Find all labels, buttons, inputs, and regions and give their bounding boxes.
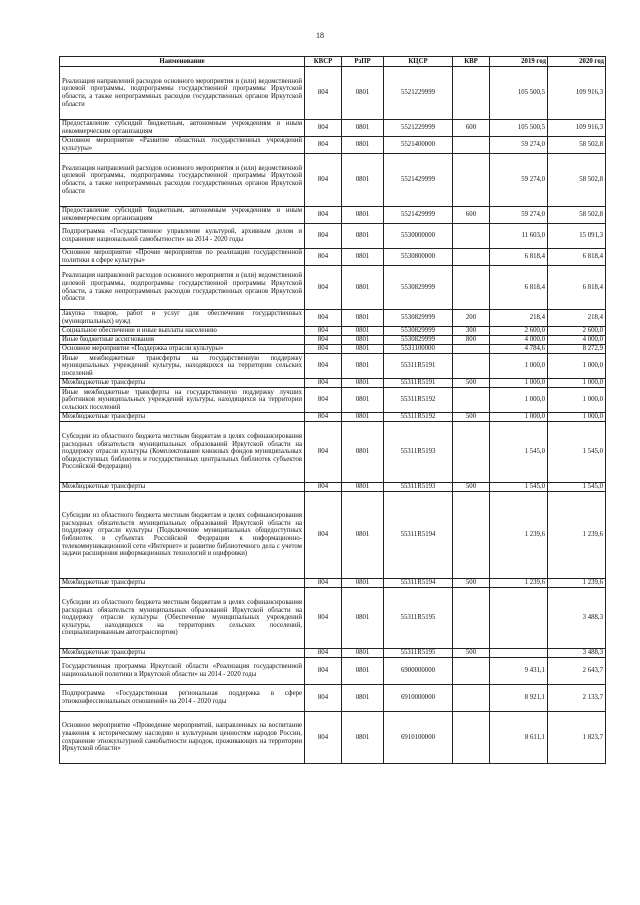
row-kvr-cell xyxy=(453,422,490,483)
row-2020-cell: 15 091,3 xyxy=(548,224,606,249)
table-row xyxy=(60,345,606,354)
row-name-cell: Межбюджетные трансферты xyxy=(60,483,305,492)
row-kcsr-cell: 5521400000 xyxy=(384,137,453,154)
row-name-cell: Межбюджетные трансферты xyxy=(60,579,305,588)
row-kvr-cell xyxy=(453,388,490,413)
row-kcsr-cell: 5530000000 xyxy=(384,224,453,249)
row-kvsr-cell: 804 xyxy=(305,137,342,154)
row-2019-cell: 6 818,4 xyxy=(490,249,548,266)
table-row xyxy=(60,649,606,658)
row-kcsr-cell: 55311R5194 xyxy=(384,579,453,588)
row-kvr-cell xyxy=(453,137,490,154)
row-2020-cell: 3 488,3 xyxy=(548,588,606,649)
row-kvr-cell: 500 xyxy=(453,579,490,588)
page-number: 18 xyxy=(316,31,324,40)
row-kvsr-cell: 804 xyxy=(305,422,342,483)
row-name-cell: Иные бюджетные ассигнования xyxy=(60,336,305,345)
table-row xyxy=(60,207,606,224)
row-kvsr-cell: 804 xyxy=(305,249,342,266)
row-kvr-cell: 200 xyxy=(453,310,490,327)
row-2020-cell: 1 239,6 xyxy=(548,492,606,579)
row-kvsr-cell: 804 xyxy=(305,336,342,345)
row-2020-cell: 8 272,9 xyxy=(548,345,606,354)
row-2020-cell: 218,4 xyxy=(548,310,606,327)
row-2019-cell: 8 611,1 xyxy=(490,712,548,764)
row-rzpr-cell: 0801 xyxy=(342,685,384,712)
row-rzpr-cell: 0801 xyxy=(342,588,384,649)
row-rzpr-cell: 0801 xyxy=(342,712,384,764)
row-kcsr-cell: 5521429999 xyxy=(384,154,453,207)
row-2019-cell: 59 274,0 xyxy=(490,207,548,224)
row-kcsr-cell: 55311R5194 xyxy=(384,492,453,579)
row-2019-cell: 6 818,4 xyxy=(490,266,548,310)
row-2019-cell: 1 000,0 xyxy=(490,413,548,422)
table-row xyxy=(60,354,606,379)
header-rzpr: РзПР xyxy=(342,57,384,67)
table-row xyxy=(60,588,606,649)
row-name-cell: Основное мероприятие «Развитие областных государственных учреждений культуры» xyxy=(60,137,305,154)
row-kcsr-cell: 55311R5191 xyxy=(384,379,453,388)
row-rzpr-cell: 0801 xyxy=(342,207,384,224)
row-kvr-cell xyxy=(453,658,490,685)
table-row xyxy=(60,120,606,137)
table-row xyxy=(60,422,606,483)
row-kvr-cell xyxy=(453,154,490,207)
row-kvsr-cell: 804 xyxy=(305,354,342,379)
row-kvsr-cell: 804 xyxy=(305,310,342,327)
row-2019-cell xyxy=(490,649,548,658)
row-2020-cell: 4 000,0 xyxy=(548,336,606,345)
row-rzpr-cell: 0801 xyxy=(342,327,384,336)
table-row xyxy=(60,685,606,712)
row-kcsr-cell: 6900000000 xyxy=(384,658,453,685)
row-name-cell: Субсидии из областного бюджета местным бюджетам в целях софинансирования расходных обязательств муниципальных образований Иркутской области на поддержку отрасли культуры (Комплектование книжных фондов муниципальных общедоступных библиотек и государственных центральных библиотек субъектов Российской Федерации) xyxy=(60,422,305,483)
row-2019-cell: 105 500,5 xyxy=(490,120,548,137)
table-row xyxy=(60,327,606,336)
row-2020-cell: 58 502,8 xyxy=(548,137,606,154)
row-2019-cell: 1 000,0 xyxy=(490,354,548,379)
row-2019-cell: 1 239,6 xyxy=(490,579,548,588)
row-kcsr-cell: 55311R5192 xyxy=(384,413,453,422)
header-2019: 2019 год xyxy=(490,57,548,67)
row-2019-cell: 59 274,0 xyxy=(490,137,548,154)
row-kvsr-cell: 804 xyxy=(305,685,342,712)
row-2020-cell: 6 818,4 xyxy=(548,266,606,310)
row-kvsr-cell: 804 xyxy=(305,413,342,422)
row-2019-cell: 1 545,0 xyxy=(490,483,548,492)
row-2019-cell: 4 784,6 xyxy=(490,345,548,354)
row-name-cell: Основное мероприятие «Проведение мероприятий, направленных на воспитание уважения к историческому наследию и культурным ценностям народов России, сохранение этнокультурной самобытности народов, проживающих на территории Иркутской области» xyxy=(60,712,305,764)
row-kvsr-cell: 804 xyxy=(305,579,342,588)
row-kcsr-cell: 5531100000 xyxy=(384,345,453,354)
row-2020-cell: 1 823,7 xyxy=(548,712,606,764)
row-2019-cell: 218,4 xyxy=(490,310,548,327)
row-2019-cell xyxy=(490,588,548,649)
row-2020-cell: 109 916,3 xyxy=(548,120,606,137)
row-kvr-cell xyxy=(453,354,490,379)
row-name-cell: Межбюджетные трансферты xyxy=(60,379,305,388)
row-kvsr-cell: 804 xyxy=(305,658,342,685)
row-kcsr-cell: 5530829999 xyxy=(384,310,453,327)
row-2020-cell: 1 000,0 xyxy=(548,354,606,379)
row-name-cell: Социальное обеспечение и иные выплаты населению xyxy=(60,327,305,336)
row-kcsr-cell: 55311R5191 xyxy=(384,354,453,379)
row-name-cell: Субсидии из областного бюджета местным бюджетам в целях софинансирования расходных обязательств муниципальных образований Иркутской области на поддержку отрасли культуры (Обеспечение муниципальных учреждений культуры, находящихся на территориях сельских поселений, специализированным автотранспортом) xyxy=(60,588,305,649)
row-name-cell: Реализация направлений расходов основного мероприятия и (или) ведомственной целевой программы, подпрограммы государственной программы Иркутской области, а также непрограммных расходов государственных органов Иркутской области xyxy=(60,154,305,207)
row-kvsr-cell: 804 xyxy=(305,492,342,579)
row-kcsr-cell: 5530829999 xyxy=(384,266,453,310)
row-name-cell: Реализация направлений расходов основного мероприятия и (или) ведомственной целевой программы, подпрограммы государственной программы Иркутской области, а также непрограммных расходов государственных органов Иркутской области xyxy=(60,67,305,120)
row-name-cell: Закупка товаров, работ и услуг для обеспечения государственных (муниципальных) нужд xyxy=(60,310,305,327)
row-name-cell: Иные межбюджетные трансферты на государственную поддержку муниципальных учреждений культуры, находящихся на территории сельских поселений xyxy=(60,354,305,379)
row-2020-cell: 1 000,0 xyxy=(548,379,606,388)
row-kvsr-cell: 804 xyxy=(305,120,342,137)
row-2020-cell: 1 000,0 xyxy=(548,413,606,422)
row-name-cell: Основное мероприятие «Прочие мероприятия по реализации государственной политики в сфере культуры» xyxy=(60,249,305,266)
row-2020-cell: 3 488,3 xyxy=(548,649,606,658)
table-row xyxy=(60,67,606,120)
row-name-cell: Подпрограмма «Государственное управление культурой, архивным делом и сохранение национальной самобытности» на 2014 - 2020 годы xyxy=(60,224,305,249)
row-rzpr-cell: 0801 xyxy=(342,310,384,327)
row-kvsr-cell: 804 xyxy=(305,154,342,207)
row-rzpr-cell: 0801 xyxy=(342,658,384,685)
row-rzpr-cell: 0801 xyxy=(342,137,384,154)
row-kvsr-cell: 804 xyxy=(305,207,342,224)
row-name-cell: Реализация направлений расходов основного мероприятия и (или) ведомственной целевой программы, подпрограммы государственной программы Иркутской области, а также непрограммных расходов государственных органов Иркутской области xyxy=(60,266,305,310)
row-kcsr-cell: 6910100000 xyxy=(384,712,453,764)
row-kvr-cell xyxy=(453,685,490,712)
row-kvsr-cell: 804 xyxy=(305,327,342,336)
row-kvr-cell xyxy=(453,492,490,579)
table-row xyxy=(60,413,606,422)
row-kvr-cell xyxy=(453,224,490,249)
row-kvr-cell xyxy=(453,249,490,266)
row-2019-cell: 59 274,0 xyxy=(490,154,548,207)
row-2019-cell: 105 500,5 xyxy=(490,67,548,120)
row-kcsr-cell: 5521429999 xyxy=(384,207,453,224)
row-2019-cell: 11 603,0 xyxy=(490,224,548,249)
row-kvsr-cell: 804 xyxy=(305,379,342,388)
row-2019-cell: 1 239,6 xyxy=(490,492,548,579)
table-row xyxy=(60,137,606,154)
row-kvsr-cell: 804 xyxy=(305,483,342,492)
row-rzpr-cell: 0801 xyxy=(342,379,384,388)
row-kcsr-cell: 5530800000 xyxy=(384,249,453,266)
table-row xyxy=(60,310,606,327)
row-name-cell: Предоставление субсидий бюджетным, автономным учреждениям и иным некоммерческим организациям xyxy=(60,120,305,137)
row-2020-cell: 58 502,8 xyxy=(548,154,606,207)
row-rzpr-cell: 0801 xyxy=(342,579,384,588)
row-rzpr-cell: 0801 xyxy=(342,336,384,345)
row-2019-cell: 8 921,1 xyxy=(490,685,548,712)
row-2019-cell: 1 000,0 xyxy=(490,388,548,413)
row-kvsr-cell: 804 xyxy=(305,388,342,413)
header-name: Наименование xyxy=(60,57,305,67)
row-2020-cell: 2 133,7 xyxy=(548,685,606,712)
row-kcsr-cell: 55311R5193 xyxy=(384,483,453,492)
row-kcsr-cell: 55311R5192 xyxy=(384,388,453,413)
row-kvr-cell xyxy=(453,266,490,310)
row-kvr-cell xyxy=(453,588,490,649)
row-2020-cell: 1 000,0 xyxy=(548,388,606,413)
row-kvr-cell: 500 xyxy=(453,483,490,492)
row-kvsr-cell: 804 xyxy=(305,224,342,249)
row-rzpr-cell: 0801 xyxy=(342,120,384,137)
row-kcsr-cell: 5521229999 xyxy=(384,67,453,120)
row-kvsr-cell: 804 xyxy=(305,266,342,310)
row-rzpr-cell: 0801 xyxy=(342,649,384,658)
row-rzpr-cell: 0801 xyxy=(342,249,384,266)
row-2020-cell: 109 916,3 xyxy=(548,67,606,120)
row-2019-cell: 2 600,0 xyxy=(490,327,548,336)
table-row xyxy=(60,483,606,492)
row-name-cell: Межбюджетные трансферты xyxy=(60,649,305,658)
table-row xyxy=(60,266,606,310)
header-kvr: КВР xyxy=(453,57,490,67)
row-name-cell: Межбюджетные трансферты xyxy=(60,413,305,422)
table-row xyxy=(60,154,606,207)
header-kcsr: КЦСР xyxy=(384,57,453,67)
row-kvr-cell: 600 xyxy=(453,207,490,224)
row-kcsr-cell: 6910000000 xyxy=(384,685,453,712)
row-kvr-cell xyxy=(453,67,490,120)
row-kvr-cell: 600 xyxy=(453,120,490,137)
row-2020-cell: 6 818,4 xyxy=(548,249,606,266)
row-kvsr-cell: 804 xyxy=(305,345,342,354)
row-kvr-cell xyxy=(453,345,490,354)
table-row xyxy=(60,249,606,266)
row-2020-cell: 58 502,8 xyxy=(548,207,606,224)
row-kvsr-cell: 804 xyxy=(305,588,342,649)
row-2020-cell: 1 545,0 xyxy=(548,422,606,483)
row-2020-cell: 1 545,0 xyxy=(548,483,606,492)
row-rzpr-cell: 0801 xyxy=(342,67,384,120)
table-row xyxy=(60,224,606,249)
row-rzpr-cell: 0801 xyxy=(342,388,384,413)
row-kcsr-cell: 55311R5195 xyxy=(384,588,453,649)
row-rzpr-cell: 0801 xyxy=(342,345,384,354)
table-row xyxy=(60,379,606,388)
row-kcsr-cell: 5521229999 xyxy=(384,120,453,137)
row-kcsr-cell: 55311R5193 xyxy=(384,422,453,483)
row-name-cell: Государственная программа Иркутской области «Реализация государственной национальной политики в Иркутской области» на 2014 - 2020 годы xyxy=(60,658,305,685)
table-row xyxy=(60,492,606,579)
row-rzpr-cell: 0801 xyxy=(342,154,384,207)
row-rzpr-cell: 0801 xyxy=(342,422,384,483)
row-kvsr-cell: 804 xyxy=(305,649,342,658)
row-name-cell: Основное мероприятие «Поддержка отрасли культуры» xyxy=(60,345,305,354)
table-row xyxy=(60,579,606,588)
row-kvr-cell: 800 xyxy=(453,336,490,345)
row-2019-cell: 1 000,0 xyxy=(490,379,548,388)
header-kvsr: КВСР xyxy=(305,57,342,67)
row-rzpr-cell: 0801 xyxy=(342,266,384,310)
row-name-cell: Предоставление субсидий бюджетным, автономным учреждениям и иным некоммерческим организациям xyxy=(60,207,305,224)
table-row xyxy=(60,712,606,764)
row-2019-cell: 9 431,1 xyxy=(490,658,548,685)
row-kvsr-cell: 804 xyxy=(305,712,342,764)
table-body xyxy=(60,67,606,764)
row-2020-cell: 2 600,0 xyxy=(548,327,606,336)
row-name-cell: Иные межбюджетные трансферты на государственную поддержку лучших работников муниципальных учреждений культуры, находящихся на территории сельских поселений xyxy=(60,388,305,413)
row-rzpr-cell: 0801 xyxy=(342,354,384,379)
row-2020-cell: 1 239,6 xyxy=(548,579,606,588)
row-2019-cell: 1 545,0 xyxy=(490,422,548,483)
row-name-cell: Подпрограмма «Государственная региональная поддержка в сфере этноконфессиональных отношений» на 2014 - 2020 годы xyxy=(60,685,305,712)
row-rzpr-cell: 0801 xyxy=(342,483,384,492)
row-2020-cell: 2 643,7 xyxy=(548,658,606,685)
row-kcsr-cell: 5530829999 xyxy=(384,327,453,336)
row-rzpr-cell: 0801 xyxy=(342,492,384,579)
row-kvsr-cell: 804 xyxy=(305,67,342,120)
row-2019-cell: 4 000,0 xyxy=(490,336,548,345)
row-kvr-cell: 300 xyxy=(453,327,490,336)
budget-table xyxy=(59,56,606,764)
row-kvr-cell: 500 xyxy=(453,649,490,658)
header-2020: 2020 год xyxy=(548,57,606,67)
table-header-row xyxy=(60,57,606,67)
row-kvr-cell: 500 xyxy=(453,379,490,388)
row-kvr-cell xyxy=(453,712,490,764)
row-rzpr-cell: 0801 xyxy=(342,413,384,422)
row-kcsr-cell: 5530829999 xyxy=(384,336,453,345)
table-row xyxy=(60,388,606,413)
table-row xyxy=(60,658,606,685)
row-name-cell: Субсидии из областного бюджета местным бюджетам в целях софинансирования расходных обязательств муниципальных образований Иркутской области на поддержку отрасли культуры (Подключение муниципальных общедоступных библиотек в субъектах Российской Федерации к информационно-телекоммуникационной сети «Интернет» и развитие библиотечного дела с учетом задачи расширения информационных технологий и оцифровки) xyxy=(60,492,305,579)
row-rzpr-cell: 0801 xyxy=(342,224,384,249)
row-kvr-cell: 500 xyxy=(453,413,490,422)
table-row xyxy=(60,336,606,345)
row-kcsr-cell: 55311R5195 xyxy=(384,649,453,658)
